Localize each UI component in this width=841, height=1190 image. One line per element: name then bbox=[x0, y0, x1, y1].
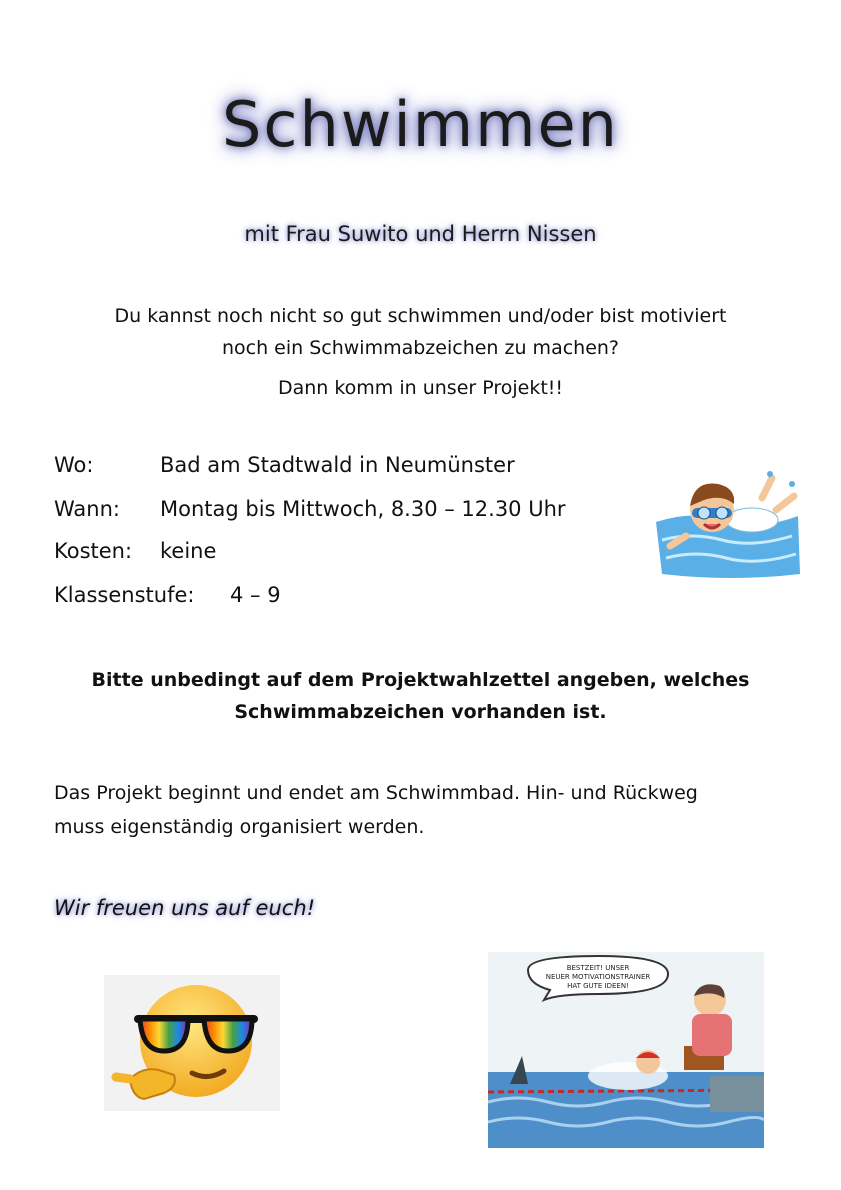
intro-line-3: Dann komm in unser Projekt!! bbox=[277, 377, 564, 399]
speech-bubble-text: BESTZEIT! UNSER bbox=[566, 964, 630, 972]
detail-when bbox=[54, 494, 566, 524]
trainer-cartoon-image bbox=[488, 952, 764, 1148]
detail-value: keine bbox=[160, 539, 217, 563]
info-paragraph bbox=[54, 776, 794, 844]
intro-line-1: Du kannst noch nicht so gut schwimmen und/oder bist motiviert bbox=[114, 305, 727, 327]
detail-grade bbox=[54, 580, 281, 610]
detail-label: Klassenstufe: bbox=[54, 583, 195, 607]
paragraph-line-2: muss eigenständig organisiert werden. bbox=[54, 816, 425, 838]
detail-label: Wann: bbox=[54, 497, 120, 521]
detail-where bbox=[54, 450, 515, 480]
paragraph-line-1: Das Projekt beginnt und endet am Schwimmbad. Hin- und Rückweg bbox=[54, 782, 698, 804]
detail-value: 4 – 9 bbox=[230, 583, 281, 607]
detail-label: Kosten: bbox=[54, 539, 133, 563]
swimmer-illustration bbox=[652, 470, 802, 580]
detail-value: Montag bis Mittwoch, 8.30 – 12.30 Uhr bbox=[160, 497, 566, 521]
svg-text:NEUER MOTIVATIONSTRAINER: NEUER MOTIVATIONSTRAINER bbox=[545, 973, 651, 981]
note-line-2: Schwimmabzeichen vorhanden ist. bbox=[234, 701, 607, 723]
note-line-1: Bitte unbedingt auf dem Projektwahlzettel angeben, welches bbox=[91, 669, 750, 691]
intro-line-2: noch ein Schwimmabzeichen zu machen? bbox=[221, 337, 620, 359]
page-title: Schwimmen bbox=[222, 88, 619, 161]
detail-label: Wo: bbox=[54, 453, 94, 477]
closing-text: Wir freuen uns auf euch! bbox=[54, 896, 316, 920]
detail-cost bbox=[54, 536, 216, 566]
detail-value: Bad am Stadtwald in Neumünster bbox=[160, 453, 515, 477]
important-note bbox=[40, 664, 801, 728]
svg-text:HAT GUTE IDEEN!: HAT GUTE IDEEN! bbox=[567, 982, 629, 990]
sunglasses-emoji-image bbox=[104, 975, 280, 1111]
subtitle: mit Frau Suwito und Herrn Nissen bbox=[244, 222, 597, 246]
